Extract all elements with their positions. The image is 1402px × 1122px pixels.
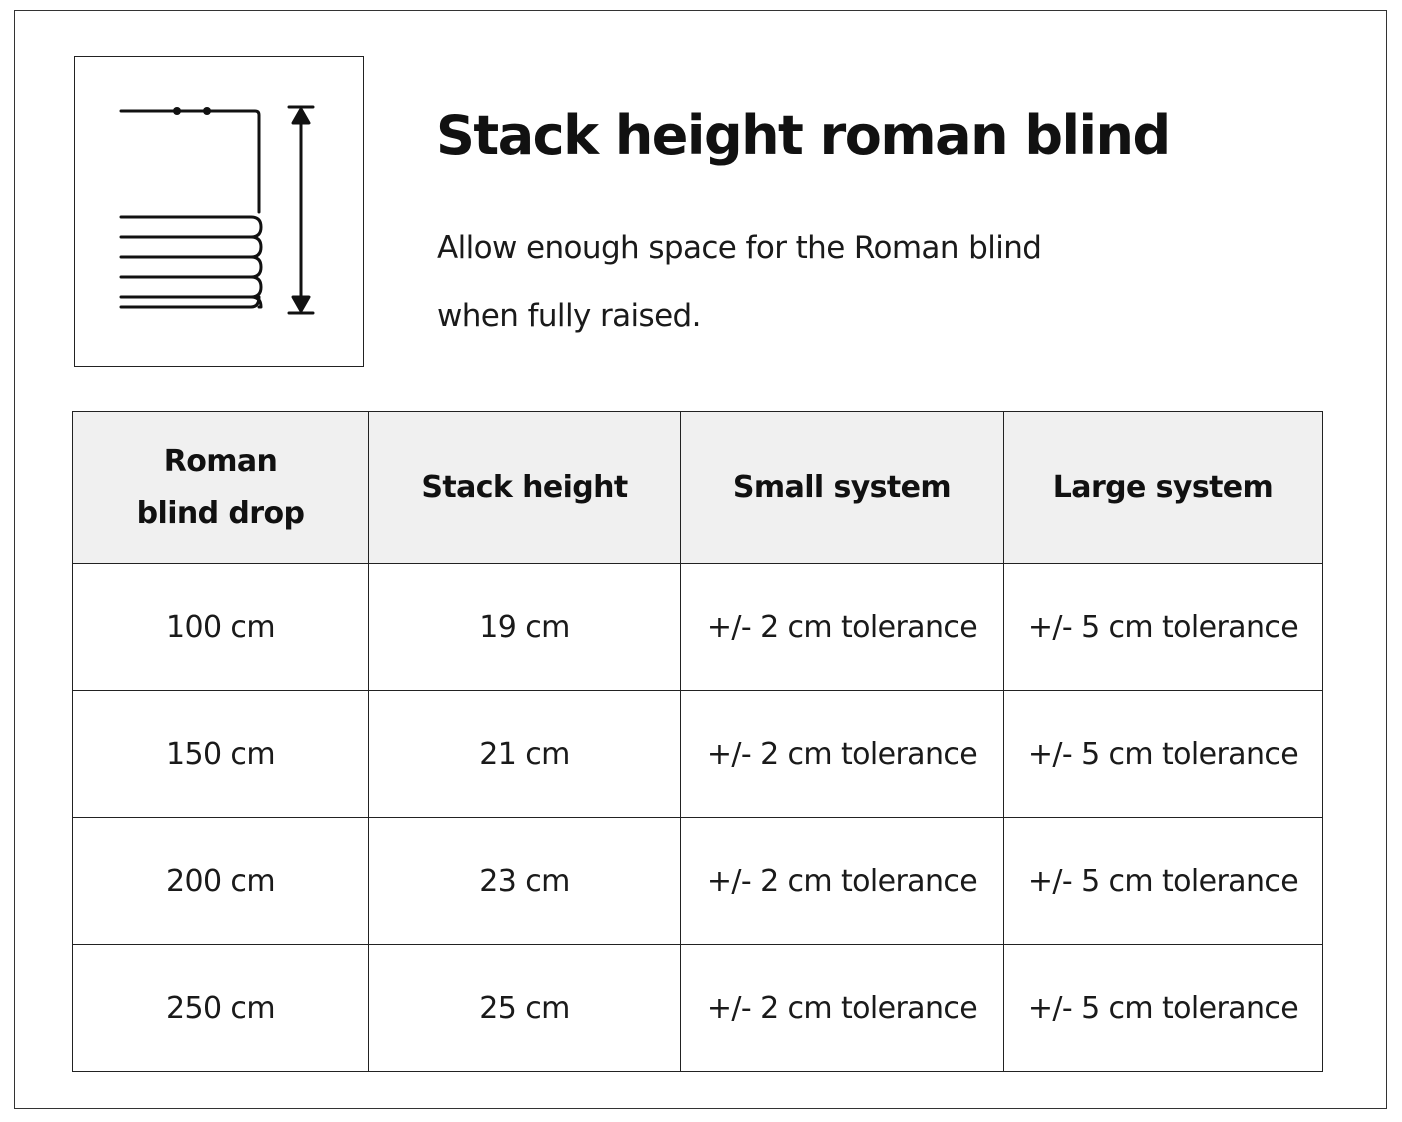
page-title: Stack height roman blind [436, 104, 1170, 167]
cell-large-system: +/- 5 cm tolerance [1004, 691, 1323, 818]
table-row [73, 564, 1323, 691]
roman-blind-stack-height-icon [75, 57, 365, 368]
cell-large-system: +/- 5 cm tolerance [1004, 945, 1323, 1072]
table-header-row [73, 412, 1323, 564]
table-row [73, 945, 1323, 1072]
stack-height-table [72, 411, 1323, 1072]
cell-drop: 200 cm [73, 818, 369, 945]
cell-drop: 150 cm [73, 691, 369, 818]
cell-drop: 100 cm [73, 564, 369, 691]
table-row [73, 691, 1323, 818]
cell-large-system: +/- 5 cm tolerance [1004, 564, 1323, 691]
page-description: Allow enough space for the Roman blind when fully raised. [437, 230, 1042, 334]
header-drop-label: Roman blind drop [136, 443, 305, 531]
cell-small-system: +/- 2 cm tolerance [681, 564, 1004, 691]
cell-stack-height: 19 cm [369, 564, 681, 691]
header-small-system: Small system [681, 412, 1004, 564]
stack-height-illustration [74, 56, 364, 367]
cell-stack-height: 21 cm [369, 691, 681, 818]
header-stack-height: Stack height [369, 412, 681, 564]
cell-small-system: +/- 2 cm tolerance [681, 818, 1004, 945]
cell-small-system: +/- 2 cm tolerance [681, 691, 1004, 818]
cell-drop: 250 cm [73, 945, 369, 1072]
table-row [73, 818, 1323, 945]
cell-large-system: +/- 5 cm tolerance [1004, 818, 1323, 945]
cell-small-system: +/- 2 cm tolerance [681, 945, 1004, 1072]
header-large-system: Large system [1004, 412, 1323, 564]
cell-stack-height: 25 cm [369, 945, 681, 1072]
cell-stack-height: 23 cm [369, 818, 681, 945]
header-drop [73, 412, 369, 564]
